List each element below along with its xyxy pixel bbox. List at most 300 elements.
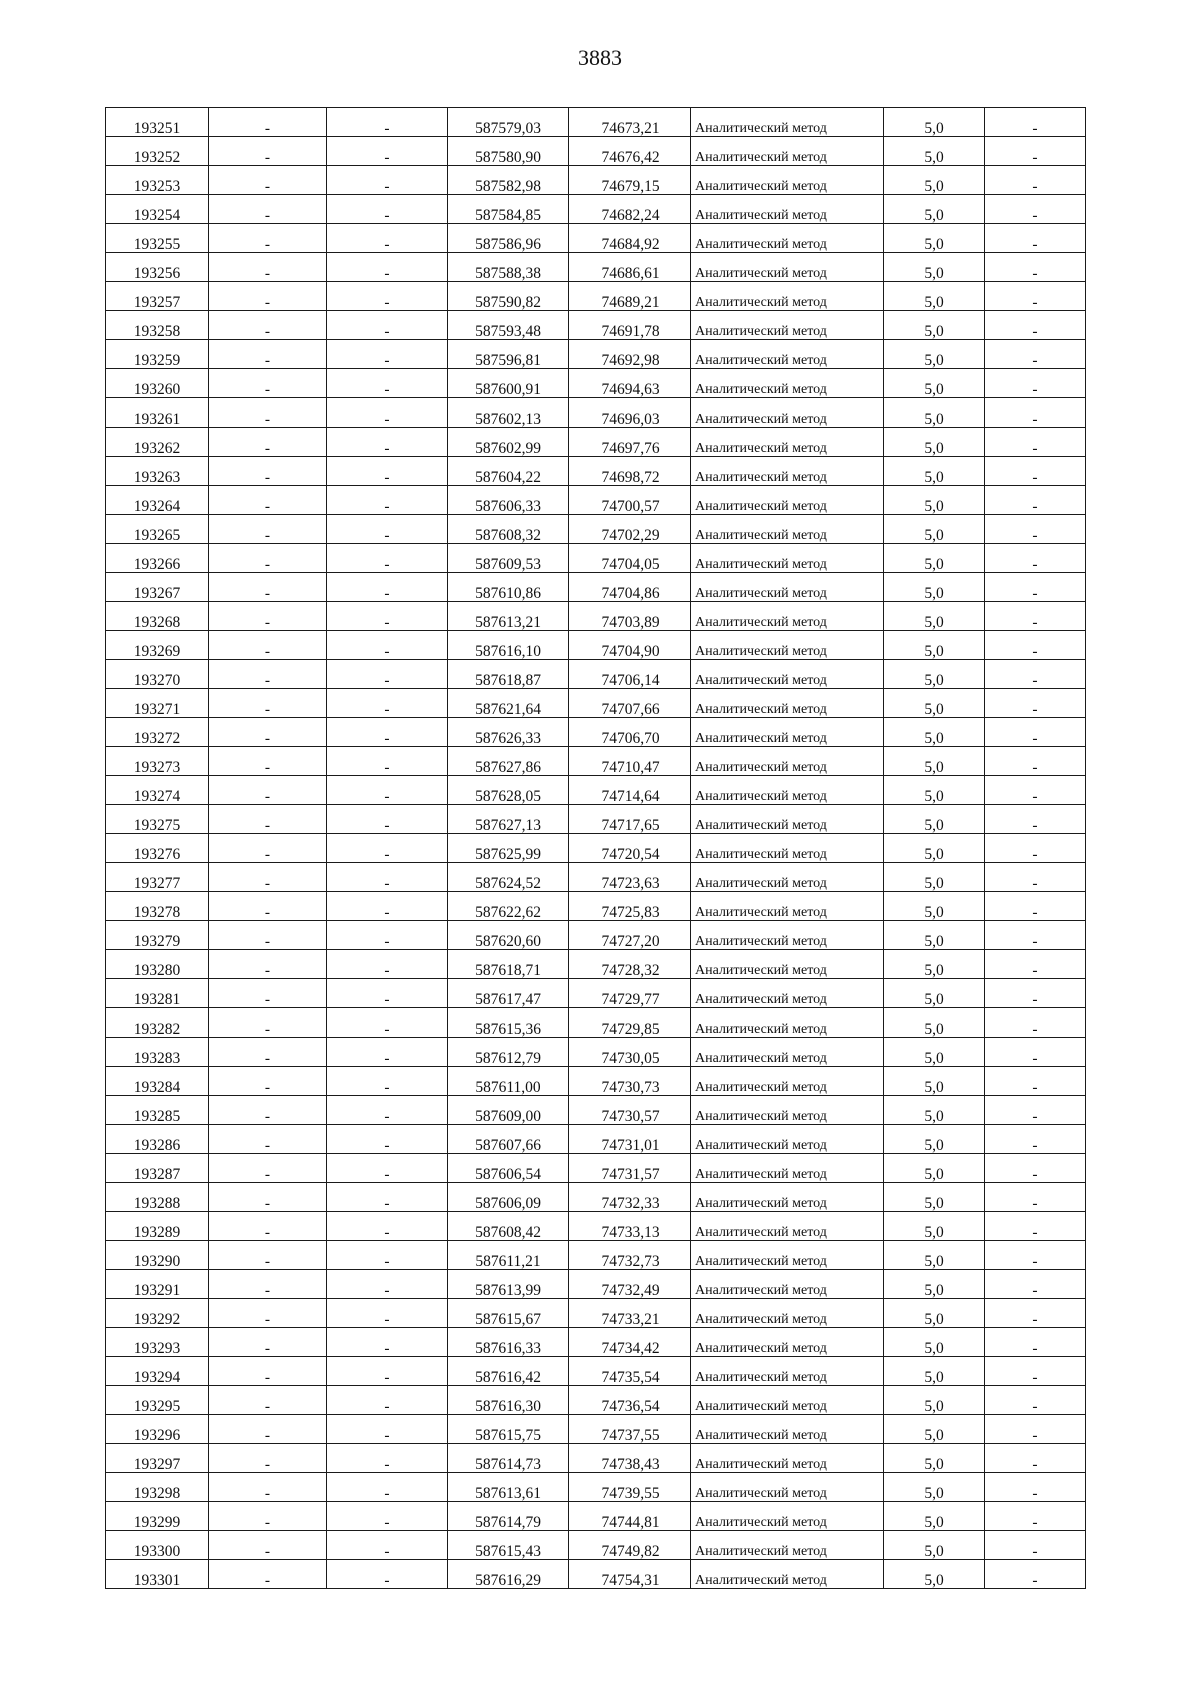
cell-col-8: - (985, 688, 1086, 717)
cell-y-coordinate: 74731,57 (569, 1153, 691, 1182)
cell-x-coordinate: 587609,53 (448, 543, 569, 572)
cell-x-coordinate: 587626,33 (448, 717, 569, 746)
cell-x-coordinate: 587612,79 (448, 1037, 569, 1066)
cell-accuracy: 5,0 (884, 1502, 985, 1531)
table-row (106, 485, 1086, 514)
cell-y-coordinate: 74717,65 (569, 805, 691, 834)
cell-col-2: - (209, 659, 327, 688)
cell-x-coordinate: 587624,52 (448, 863, 569, 892)
cell-point-number: 193286 (106, 1124, 209, 1153)
cell-accuracy: 5,0 (884, 572, 985, 601)
cell-y-coordinate: 74738,43 (569, 1444, 691, 1473)
cell-method: Аналитический метод (691, 456, 884, 485)
cell-point-number: 193252 (106, 137, 209, 166)
cell-col-2: - (209, 1502, 327, 1531)
cell-col-8: - (985, 1066, 1086, 1095)
cell-point-number: 193254 (106, 195, 209, 224)
cell-x-coordinate: 587596,81 (448, 340, 569, 369)
cell-accuracy: 5,0 (884, 195, 985, 224)
cell-accuracy: 5,0 (884, 921, 985, 950)
cell-y-coordinate: 74698,72 (569, 456, 691, 485)
cell-col-2: - (209, 921, 327, 950)
table-row (106, 456, 1086, 485)
cell-method: Аналитический метод (691, 108, 884, 137)
cell-y-coordinate: 74704,90 (569, 630, 691, 659)
cell-method: Аналитический метод (691, 282, 884, 311)
cell-y-coordinate: 74729,77 (569, 979, 691, 1008)
cell-col-2: - (209, 398, 327, 427)
cell-col-3: - (327, 514, 448, 543)
cell-col-3: - (327, 950, 448, 979)
cell-point-number: 193280 (106, 950, 209, 979)
cell-col-8: - (985, 747, 1086, 776)
cell-col-8: - (985, 776, 1086, 805)
cell-point-number: 193294 (106, 1357, 209, 1386)
cell-col-3: - (327, 1473, 448, 1502)
cell-y-coordinate: 74676,42 (569, 137, 691, 166)
cell-col-8: - (985, 1124, 1086, 1153)
table-row (106, 1124, 1086, 1153)
cell-y-coordinate: 74749,82 (569, 1531, 691, 1560)
cell-col-3: - (327, 1327, 448, 1356)
cell-col-2: - (209, 892, 327, 921)
cell-point-number: 193278 (106, 892, 209, 921)
cell-method: Аналитический метод (691, 369, 884, 398)
cell-col-3: - (327, 282, 448, 311)
cell-method: Аналитический метод (691, 1211, 884, 1240)
cell-col-8: - (985, 805, 1086, 834)
cell-point-number: 193275 (106, 805, 209, 834)
cell-col-8: - (985, 1386, 1086, 1415)
cell-accuracy: 5,0 (884, 166, 985, 195)
cell-y-coordinate: 74704,86 (569, 572, 691, 601)
cell-col-3: - (327, 1037, 448, 1066)
cell-accuracy: 5,0 (884, 1444, 985, 1473)
cell-x-coordinate: 587606,54 (448, 1153, 569, 1182)
cell-col-2: - (209, 456, 327, 485)
cell-x-coordinate: 587580,90 (448, 137, 569, 166)
cell-y-coordinate: 74720,54 (569, 834, 691, 863)
table-row (106, 1182, 1086, 1211)
cell-accuracy: 5,0 (884, 543, 985, 572)
cell-x-coordinate: 587609,00 (448, 1095, 569, 1124)
table-row (106, 747, 1086, 776)
cell-col-8: - (985, 166, 1086, 195)
cell-col-2: - (209, 863, 327, 892)
table-row (106, 892, 1086, 921)
cell-y-coordinate: 74703,89 (569, 601, 691, 630)
cell-col-2: - (209, 282, 327, 311)
cell-y-coordinate: 74682,24 (569, 195, 691, 224)
cell-method: Аналитический метод (691, 1560, 884, 1589)
cell-x-coordinate: 587627,13 (448, 805, 569, 834)
cell-accuracy: 5,0 (884, 659, 985, 688)
table-row (106, 717, 1086, 746)
table-row (106, 1415, 1086, 1444)
cell-point-number: 193271 (106, 688, 209, 717)
cell-accuracy: 5,0 (884, 688, 985, 717)
table-row (106, 224, 1086, 253)
cell-accuracy: 5,0 (884, 1473, 985, 1502)
cell-point-number: 193291 (106, 1269, 209, 1298)
cell-col-3: - (327, 1269, 448, 1298)
cell-method: Аналитический метод (691, 137, 884, 166)
cell-col-2: - (209, 253, 327, 282)
cell-col-3: - (327, 1531, 448, 1560)
cell-y-coordinate: 74739,55 (569, 1473, 691, 1502)
cell-point-number: 193257 (106, 282, 209, 311)
cell-col-2: - (209, 543, 327, 572)
cell-x-coordinate: 587614,79 (448, 1502, 569, 1531)
cell-col-2: - (209, 717, 327, 746)
cell-method: Аналитический метод (691, 747, 884, 776)
cell-x-coordinate: 587627,86 (448, 747, 569, 776)
cell-accuracy: 5,0 (884, 776, 985, 805)
cell-col-2: - (209, 572, 327, 601)
cell-method: Аналитический метод (691, 1502, 884, 1531)
cell-accuracy: 5,0 (884, 1269, 985, 1298)
cell-y-coordinate: 74731,01 (569, 1124, 691, 1153)
cell-y-coordinate: 74697,76 (569, 427, 691, 456)
page-number: 3883 (578, 45, 622, 70)
table-row (106, 166, 1086, 195)
cell-x-coordinate: 587593,48 (448, 311, 569, 340)
cell-col-2: - (209, 485, 327, 514)
cell-x-coordinate: 587616,42 (448, 1357, 569, 1386)
cell-accuracy: 5,0 (884, 1153, 985, 1182)
cell-col-2: - (209, 747, 327, 776)
cell-col-2: - (209, 630, 327, 659)
cell-method: Аналитический метод (691, 1327, 884, 1356)
cell-col-2: - (209, 108, 327, 137)
cell-accuracy: 5,0 (884, 1124, 985, 1153)
cell-col-3: - (327, 427, 448, 456)
cell-y-coordinate: 74729,85 (569, 1008, 691, 1037)
cell-col-2: - (209, 979, 327, 1008)
cell-col-3: - (327, 688, 448, 717)
cell-method: Аналитический метод (691, 717, 884, 746)
cell-y-coordinate: 74702,29 (569, 514, 691, 543)
table-row (106, 688, 1086, 717)
cell-point-number: 193301 (106, 1560, 209, 1589)
cell-x-coordinate: 587611,00 (448, 1066, 569, 1095)
cell-col-3: - (327, 717, 448, 746)
cell-y-coordinate: 74725,83 (569, 892, 691, 921)
cell-col-8: - (985, 282, 1086, 311)
cell-x-coordinate: 587606,33 (448, 485, 569, 514)
cell-col-3: - (327, 1415, 448, 1444)
cell-method: Аналитический метод (691, 543, 884, 572)
cell-method: Аналитический метод (691, 979, 884, 1008)
table-row (106, 776, 1086, 805)
cell-col-8: - (985, 1444, 1086, 1473)
cell-x-coordinate: 587613,99 (448, 1269, 569, 1298)
cell-col-8: - (985, 1095, 1086, 1124)
cell-y-coordinate: 74679,15 (569, 166, 691, 195)
cell-col-2: - (209, 688, 327, 717)
cell-point-number: 193277 (106, 863, 209, 892)
cell-col-3: - (327, 485, 448, 514)
cell-method: Аналитический метод (691, 950, 884, 979)
cell-accuracy: 5,0 (884, 108, 985, 137)
cell-col-2: - (209, 1066, 327, 1095)
table-row (106, 834, 1086, 863)
cell-accuracy: 5,0 (884, 282, 985, 311)
cell-col-2: - (209, 311, 327, 340)
cell-col-3: - (327, 543, 448, 572)
cell-point-number: 193274 (106, 776, 209, 805)
cell-point-number: 193292 (106, 1298, 209, 1327)
cell-method: Аналитический метод (691, 601, 884, 630)
cell-x-coordinate: 587608,32 (448, 514, 569, 543)
cell-accuracy: 5,0 (884, 1386, 985, 1415)
cell-y-coordinate: 74727,20 (569, 921, 691, 950)
cell-col-2: - (209, 514, 327, 543)
cell-col-8: - (985, 456, 1086, 485)
table-row (106, 805, 1086, 834)
cell-y-coordinate: 74730,57 (569, 1095, 691, 1124)
cell-col-8: - (985, 485, 1086, 514)
cell-col-2: - (209, 1444, 327, 1473)
cell-method: Аналитический метод (691, 1153, 884, 1182)
cell-x-coordinate: 587617,47 (448, 979, 569, 1008)
cell-x-coordinate: 587614,73 (448, 1444, 569, 1473)
cell-col-3: - (327, 892, 448, 921)
cell-y-coordinate: 74730,73 (569, 1066, 691, 1095)
cell-point-number: 193269 (106, 630, 209, 659)
cell-accuracy: 5,0 (884, 1357, 985, 1386)
cell-method: Аналитический метод (691, 1473, 884, 1502)
cell-x-coordinate: 587616,30 (448, 1386, 569, 1415)
cell-col-8: - (985, 398, 1086, 427)
cell-accuracy: 5,0 (884, 805, 985, 834)
cell-accuracy: 5,0 (884, 601, 985, 630)
table-row (106, 311, 1086, 340)
cell-col-8: - (985, 195, 1086, 224)
cell-col-2: - (209, 195, 327, 224)
cell-col-8: - (985, 1531, 1086, 1560)
cell-method: Аналитический метод (691, 1298, 884, 1327)
cell-accuracy: 5,0 (884, 1298, 985, 1327)
cell-method: Аналитический метод (691, 1095, 884, 1124)
cell-x-coordinate: 587600,91 (448, 369, 569, 398)
table-row (106, 601, 1086, 630)
cell-col-3: - (327, 195, 448, 224)
cell-col-2: - (209, 1327, 327, 1356)
cell-col-3: - (327, 108, 448, 137)
cell-point-number: 193288 (106, 1182, 209, 1211)
cell-col-8: - (985, 1240, 1086, 1269)
table-row (106, 1444, 1086, 1473)
cell-x-coordinate: 587602,99 (448, 427, 569, 456)
cell-x-coordinate: 587615,75 (448, 1415, 569, 1444)
cell-y-coordinate: 74692,98 (569, 340, 691, 369)
cell-col-8: - (985, 427, 1086, 456)
cell-accuracy: 5,0 (884, 630, 985, 659)
cell-col-3: - (327, 979, 448, 1008)
cell-col-8: - (985, 1037, 1086, 1066)
cell-method: Аналитический метод (691, 1066, 884, 1095)
cell-point-number: 193282 (106, 1008, 209, 1037)
cell-col-2: - (209, 1531, 327, 1560)
cell-col-2: - (209, 1269, 327, 1298)
cell-x-coordinate: 587620,60 (448, 921, 569, 950)
cell-col-2: - (209, 1095, 327, 1124)
cell-point-number: 193253 (106, 166, 209, 195)
table-row (106, 1502, 1086, 1531)
cell-accuracy: 5,0 (884, 1182, 985, 1211)
cell-x-coordinate: 587615,36 (448, 1008, 569, 1037)
cell-accuracy: 5,0 (884, 1211, 985, 1240)
cell-method: Аналитический метод (691, 166, 884, 195)
table-row (106, 1269, 1086, 1298)
table-row (106, 195, 1086, 224)
cell-col-8: - (985, 137, 1086, 166)
table-row (106, 1357, 1086, 1386)
cell-x-coordinate: 587607,66 (448, 1124, 569, 1153)
cell-point-number: 193264 (106, 485, 209, 514)
table-row (106, 1473, 1086, 1502)
cell-col-8: - (985, 863, 1086, 892)
cell-accuracy: 5,0 (884, 950, 985, 979)
cell-point-number: 193289 (106, 1211, 209, 1240)
cell-col-3: - (327, 921, 448, 950)
table-row (106, 630, 1086, 659)
cell-x-coordinate: 587616,33 (448, 1327, 569, 1356)
cell-accuracy: 5,0 (884, 253, 985, 282)
cell-point-number: 193276 (106, 834, 209, 863)
cell-accuracy: 5,0 (884, 863, 985, 892)
cell-y-coordinate: 74691,78 (569, 311, 691, 340)
cell-col-8: - (985, 1502, 1086, 1531)
table-row (106, 514, 1086, 543)
cell-col-3: - (327, 1066, 448, 1095)
cell-col-3: - (327, 166, 448, 195)
cell-y-coordinate: 74696,03 (569, 398, 691, 427)
cell-y-coordinate: 74673,21 (569, 108, 691, 137)
table-row (106, 1037, 1086, 1066)
cell-x-coordinate: 587586,96 (448, 224, 569, 253)
cell-y-coordinate: 74689,21 (569, 282, 691, 311)
cell-col-2: - (209, 1357, 327, 1386)
cell-method: Аналитический метод (691, 398, 884, 427)
cell-method: Аналитический метод (691, 805, 884, 834)
cell-col-2: - (209, 776, 327, 805)
cell-col-3: - (327, 369, 448, 398)
cell-col-3: - (327, 1502, 448, 1531)
cell-method: Аналитический метод (691, 311, 884, 340)
cell-col-8: - (985, 950, 1086, 979)
cell-col-3: - (327, 805, 448, 834)
cell-accuracy: 5,0 (884, 137, 985, 166)
cell-col-8: - (985, 572, 1086, 601)
table-row (106, 1560, 1086, 1589)
table-row (106, 1240, 1086, 1269)
cell-x-coordinate: 587621,64 (448, 688, 569, 717)
cell-col-2: - (209, 805, 327, 834)
table-row (106, 253, 1086, 282)
cell-y-coordinate: 74733,21 (569, 1298, 691, 1327)
cell-point-number: 193260 (106, 369, 209, 398)
cell-col-2: - (209, 340, 327, 369)
cell-method: Аналитический метод (691, 1240, 884, 1269)
cell-col-2: - (209, 834, 327, 863)
cell-col-8: - (985, 1473, 1086, 1502)
cell-accuracy: 5,0 (884, 1415, 985, 1444)
cell-col-8: - (985, 659, 1086, 688)
cell-point-number: 193268 (106, 601, 209, 630)
cell-x-coordinate: 587618,87 (448, 659, 569, 688)
cell-col-8: - (985, 543, 1086, 572)
cell-col-3: - (327, 253, 448, 282)
cell-col-3: - (327, 1357, 448, 1386)
cell-col-3: - (327, 1386, 448, 1415)
table-row (106, 1066, 1086, 1095)
cell-col-3: - (327, 572, 448, 601)
cell-y-coordinate: 74744,81 (569, 1502, 691, 1531)
cell-accuracy: 5,0 (884, 717, 985, 746)
cell-y-coordinate: 74706,70 (569, 717, 691, 746)
cell-col-2: - (209, 1124, 327, 1153)
cell-col-8: - (985, 1269, 1086, 1298)
table-row (106, 572, 1086, 601)
table-row (106, 1211, 1086, 1240)
cell-method: Аналитический метод (691, 427, 884, 456)
cell-method: Аналитический метод (691, 340, 884, 369)
cell-point-number: 193290 (106, 1240, 209, 1269)
cell-col-2: - (209, 1560, 327, 1589)
coordinates-table (105, 107, 1086, 1589)
cell-col-2: - (209, 1473, 327, 1502)
table-row (106, 1298, 1086, 1327)
cell-x-coordinate: 587610,86 (448, 572, 569, 601)
cell-col-3: - (327, 601, 448, 630)
cell-col-3: - (327, 398, 448, 427)
cell-accuracy: 5,0 (884, 1037, 985, 1066)
cell-point-number: 193283 (106, 1037, 209, 1066)
cell-y-coordinate: 74684,92 (569, 224, 691, 253)
cell-y-coordinate: 74732,33 (569, 1182, 691, 1211)
cell-y-coordinate: 74730,05 (569, 1037, 691, 1066)
cell-point-number: 193272 (106, 717, 209, 746)
cell-method: Аналитический метод (691, 1269, 884, 1298)
cell-x-coordinate: 587611,21 (448, 1240, 569, 1269)
cell-method: Аналитический метод (691, 892, 884, 921)
cell-method: Аналитический метод (691, 195, 884, 224)
cell-col-3: - (327, 1124, 448, 1153)
table-row (106, 950, 1086, 979)
cell-col-8: - (985, 1357, 1086, 1386)
table-row (106, 398, 1086, 427)
cell-col-8: - (985, 1182, 1086, 1211)
cell-point-number: 193273 (106, 747, 209, 776)
cell-col-3: - (327, 630, 448, 659)
cell-point-number: 193262 (106, 427, 209, 456)
cell-x-coordinate: 587615,67 (448, 1298, 569, 1327)
cell-y-coordinate: 74736,54 (569, 1386, 691, 1415)
cell-point-number: 193261 (106, 398, 209, 427)
cell-col-3: - (327, 1560, 448, 1589)
cell-y-coordinate: 74733,13 (569, 1211, 691, 1240)
cell-method: Аналитический метод (691, 1037, 884, 1066)
cell-col-2: - (209, 1298, 327, 1327)
cell-y-coordinate: 74707,66 (569, 688, 691, 717)
cell-method: Аналитический метод (691, 224, 884, 253)
cell-accuracy: 5,0 (884, 1095, 985, 1124)
cell-point-number: 193255 (106, 224, 209, 253)
cell-x-coordinate: 587588,38 (448, 253, 569, 282)
cell-y-coordinate: 74700,57 (569, 485, 691, 514)
